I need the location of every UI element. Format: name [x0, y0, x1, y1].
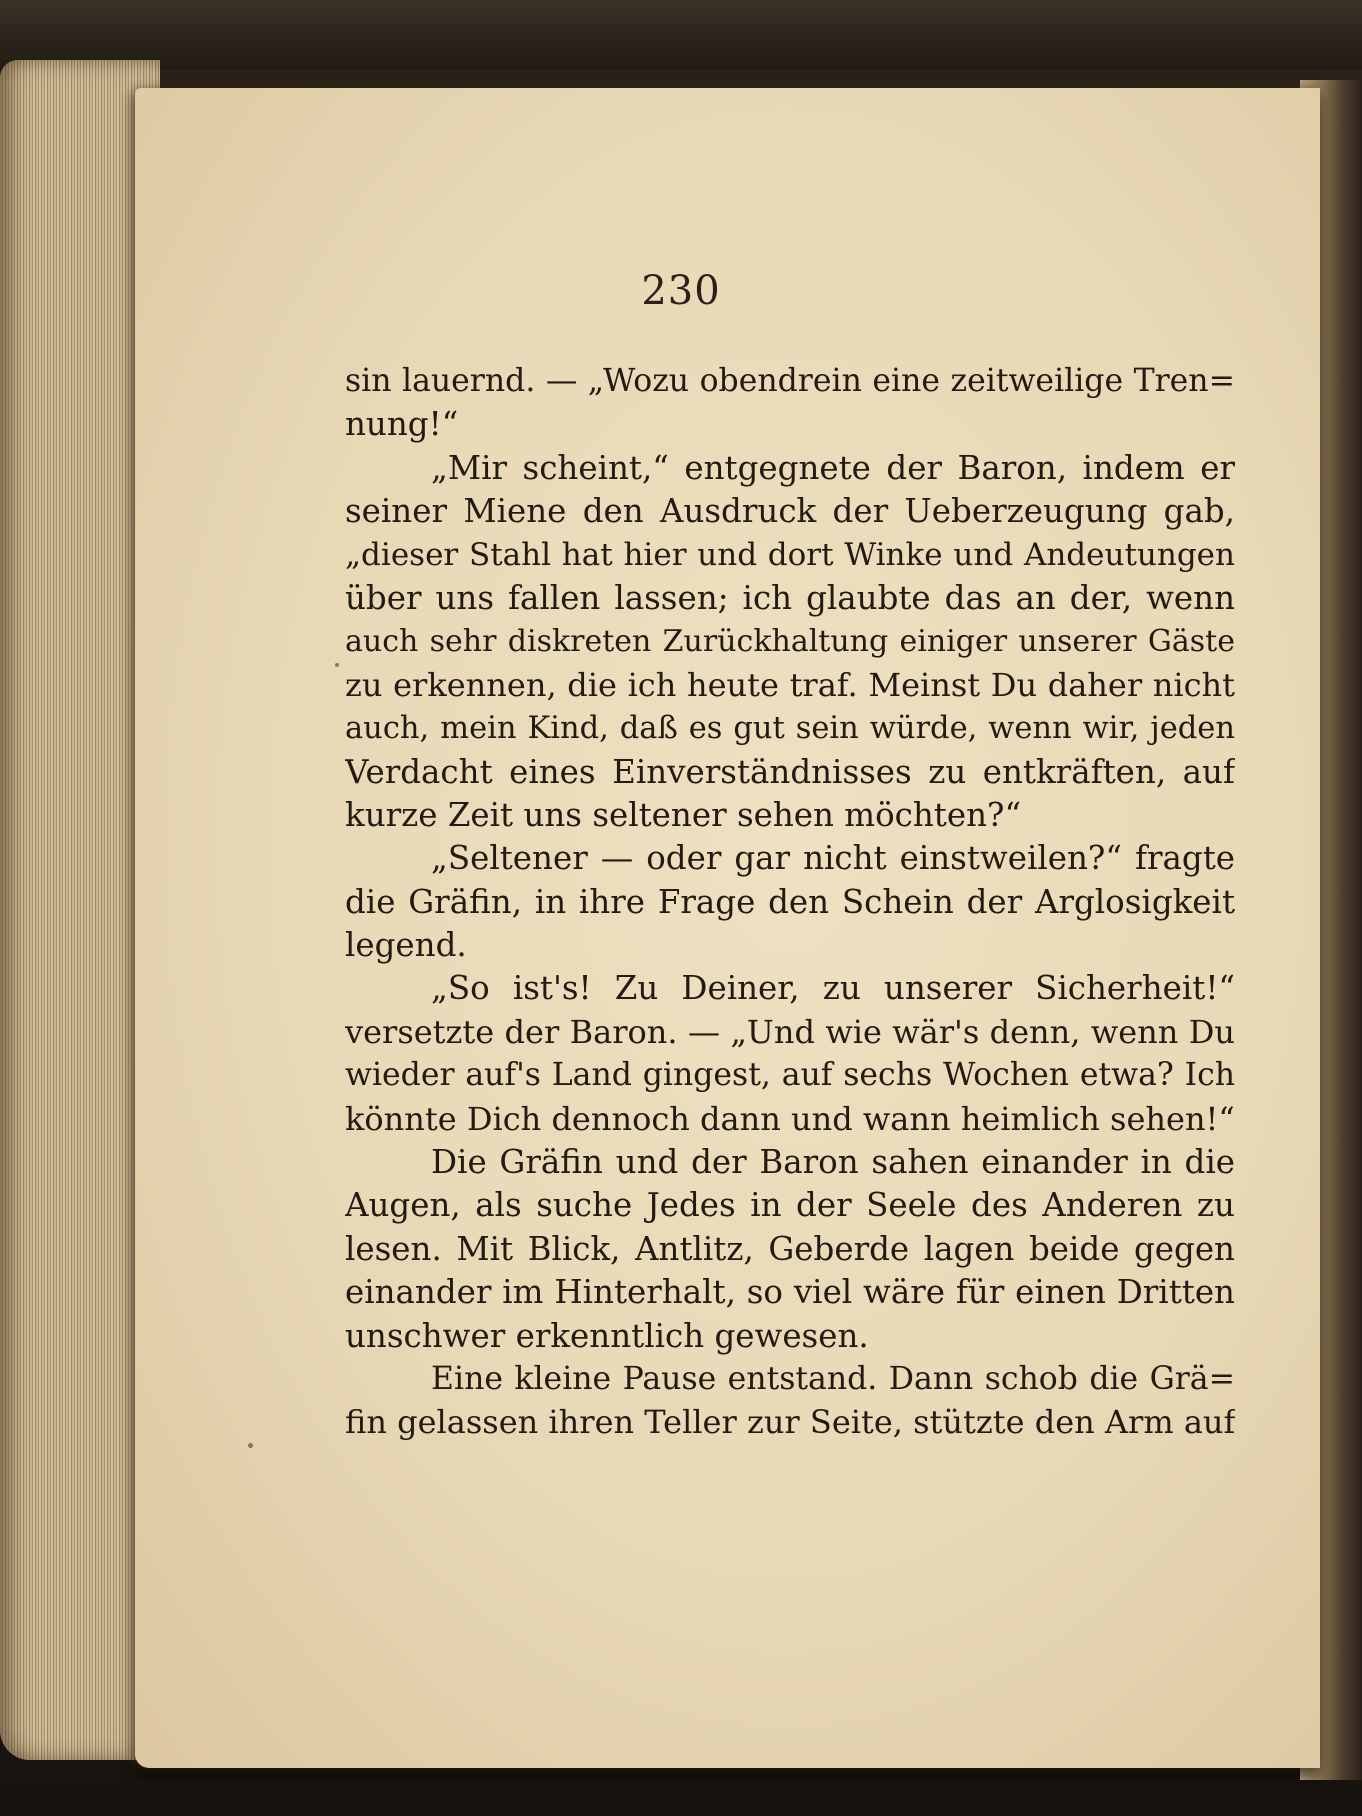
text-line: kurze Zeit uns seltener sehen möchten?“: [345, 795, 1022, 834]
paper-speck: [248, 1443, 253, 1448]
text-line: einander im Hinterhalt, so viel wäre für einen Dritten: [345, 1273, 1235, 1312]
text-line: „So ist's! Zu Deiner, zu unserer Sicherheit!“: [431, 969, 1235, 1008]
text-line: auch sehr diskreten Zurückhaltung einiger unserer Gäste: [345, 624, 1235, 660]
text-line: nung!“: [345, 405, 459, 444]
text-line: „dieser Stahl hat hier und dort Winke und Andeutungen: [345, 536, 1235, 573]
page-number: 230: [641, 268, 721, 314]
text-line: Die Gräfin und der Baron sahen einander in die: [431, 1143, 1235, 1182]
book-cover-edge: [0, 0, 1362, 70]
text-line: Augen, als suche Jedes in der Seele des Anderen zu: [345, 1186, 1235, 1225]
text-line: könnte Dich dennoch dann und wann heimlich sehen!“: [345, 1099, 1235, 1138]
text-line: auch, mein Kind, daß es gut sein würde, wenn wir, jeden: [345, 711, 1235, 747]
text-line: zu erkennen, die ich heute traf. Meinst Du daher nicht: [345, 665, 1235, 704]
text-line: über uns fallen lassen; ich glaubte das an der, wenn: [345, 578, 1235, 617]
text-line: die Gräfin, in ihre Frage den Schein der Arglosigkeit: [345, 882, 1235, 921]
text-line: „Seltener — oder gar nicht einstweilen?“ fragte: [431, 839, 1235, 878]
text-line: fin gelassen ihren Teller zur Seite, stützte den Arm auf: [345, 1403, 1235, 1442]
text-line: Eine kleine Pause entstand. Dann schob die Grä=: [431, 1360, 1235, 1397]
text-line: legend.: [345, 926, 467, 965]
text-line: unschwer erkenntlich gewesen.: [345, 1316, 869, 1355]
text-line: versetzte der Baron. — „Und wie wär's denn, wenn Du: [345, 1012, 1235, 1051]
text-line: sin lauernd. — „Wozu obendrein eine zeitweilige Tren=: [345, 363, 1235, 399]
text-line: wieder auf's Land gingest, auf sechs Wochen etwa? Ich: [345, 1057, 1235, 1094]
paper-speck: [335, 663, 339, 667]
text-line: Verdacht eines Einverständnisses zu entkräften, auf: [345, 752, 1235, 791]
text-line: „Mir scheint,“ entgegnete der Baron, indem er: [431, 448, 1235, 487]
page-text: [345, 360, 1235, 1445]
text-line: lesen. Mit Blick, Antlitz, Geberde lagen beide gegen: [345, 1229, 1235, 1268]
text-line: seiner Miene den Ausdruck der Ueberzeugung gab,: [345, 492, 1235, 531]
